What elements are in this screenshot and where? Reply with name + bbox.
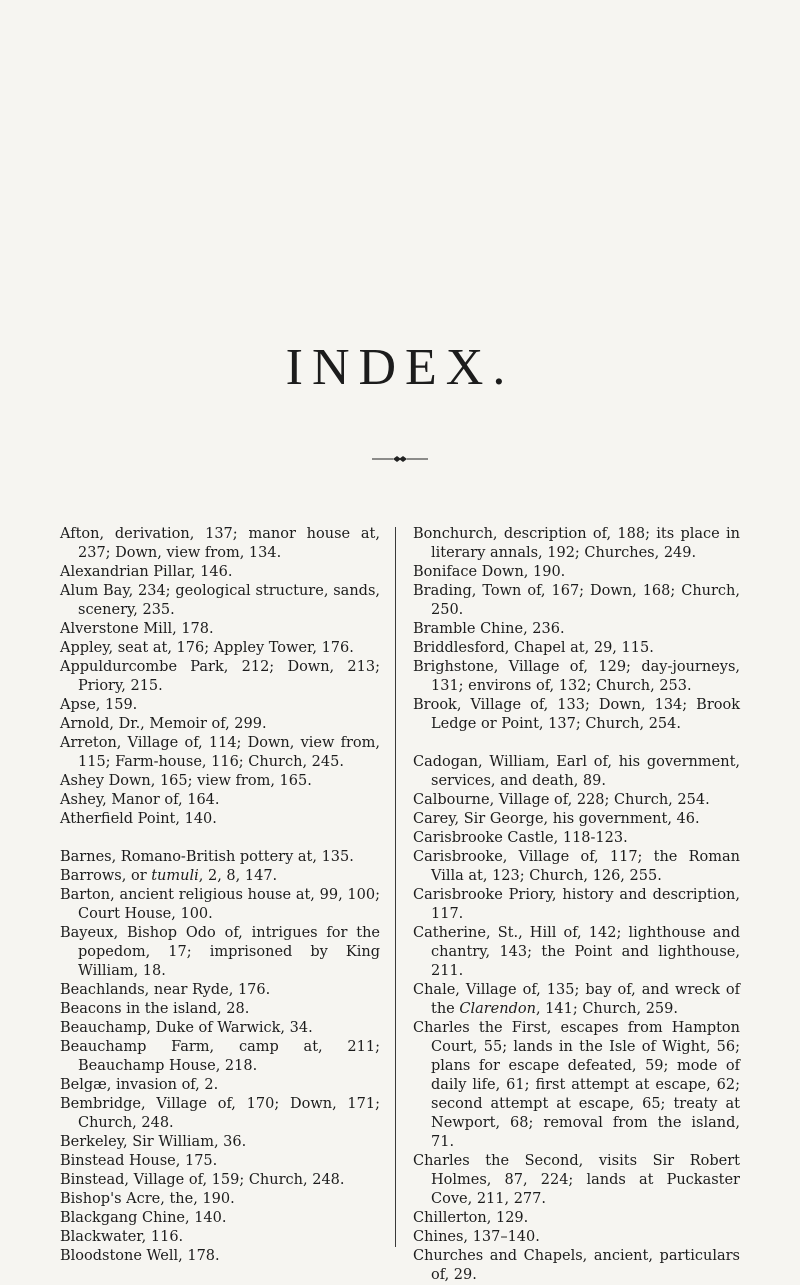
index-entry: Barnes, Romano-British pottery at, 135. xyxy=(60,849,354,865)
entry-text: Barrows, or xyxy=(60,868,152,884)
index-entry: Arnold, Dr., Memoir of, 299. xyxy=(60,716,267,732)
index-entry: Bloodstone Well, 178. xyxy=(60,1248,220,1264)
index-entry: Churches and Chapels, ancient, particulars of, 29. xyxy=(413,1248,740,1283)
index-entry: Brook, Village of, 133; Down, 134; Brook Ledge or Point, 137; Church, 254. xyxy=(413,697,740,732)
index-entry: Blackwater, 116. xyxy=(60,1229,184,1245)
index-entry: Ashey, Manor of, 164. xyxy=(60,792,220,808)
index-entry xyxy=(413,981,740,1019)
index-entry: Bonchurch, description of, 188; its place in literary annals, 192; Churches, 249. xyxy=(413,526,740,561)
index-entry: Beachlands, near Ryde, 176. xyxy=(60,982,271,998)
index-entry: Carisbrooke Castle, 118-123. xyxy=(413,830,628,846)
index-entry: Carisbrooke Priory, history and description, 117. xyxy=(413,887,740,922)
entry-text: Chale, Village of, 135; bay of, and wreck of the xyxy=(413,982,740,1017)
index-entry: Chines, 137–140. xyxy=(413,1229,540,1245)
index-column-right xyxy=(413,525,740,1285)
index-entry: Afton, derivation, 137; manor house at, 237; Down, view from, 134. xyxy=(60,526,380,561)
index-entry: Briddlesford, Chapel at, 29, 115. xyxy=(413,640,654,656)
entry-text: , 2, 8, 147. xyxy=(198,868,278,884)
index-entry: Charles the Second, visits Sir Robert Holmes, 87, 224; lands at Puckaster Cove, 211, 277. xyxy=(413,1153,740,1207)
index-entry: Beauchamp Farm, camp at, 211; Beauchamp House, 218. xyxy=(60,1039,380,1074)
index-entry: Beacons in the island, 28. xyxy=(60,1001,250,1017)
entry-text: , 141; Church, 259. xyxy=(535,1001,678,1017)
index-entry: Blackgang Chine, 140. xyxy=(60,1210,227,1226)
index-entry: Cadogan, William, Earl of, his government, services, and death, 89. xyxy=(413,754,740,789)
index-entry: Bishop's Acre, the, 190. xyxy=(60,1191,235,1207)
index-entry: Binstead, Village of, 159; Church, 248. xyxy=(60,1172,345,1188)
index-entry: Calbourne, Village of, 228; Church, 254. xyxy=(413,792,710,808)
index-entry: Beauchamp, Duke of Warwick, 34. xyxy=(60,1020,313,1036)
index-entry xyxy=(60,867,380,886)
index-entry: Berkeley, Sir William, 36. xyxy=(60,1134,247,1150)
entry-italic-text: Clarendon xyxy=(459,1001,536,1017)
index-entry: Boniface Down, 190. xyxy=(413,564,566,580)
index-entry: Carey, Sir George, his government, 46. xyxy=(413,811,700,827)
index-entry: Catherine, St., Hill of, 142; lighthouse and chantry, 143; the Point and lighthouse, 211. xyxy=(413,925,740,979)
index-entry: Alexandrian Pillar, 146. xyxy=(60,564,233,580)
index-entry: Appley, seat at, 176; Appley Tower, 176. xyxy=(60,640,354,656)
index-entry: Bembridge, Village of, 170; Down, 171; Church, 248. xyxy=(60,1096,380,1131)
index-entry: Chillerton, 129. xyxy=(413,1210,529,1226)
index-entry: Brighstone, Village of, 129; day-journeys, 131; environs of, 132; Church, 253. xyxy=(413,659,740,694)
index-entry: Charles the First, escapes from Hampton Court, 55; lands in the Isle of Wight, 56; plans for escape defeated, 59; mode of daily life, 61; first attempt at escape, 62; second attempt at escape, 65; treaty at Newport, 68; removal from the island, 71. xyxy=(413,1020,740,1150)
index-entry: Barton, ancient religious house at, 99, 100; Court House, 100. xyxy=(60,887,380,922)
index-entry: Carisbrooke, Village of, 117; the Roman Villa at, 123; Church, 126, 255. xyxy=(413,849,740,884)
entry-italic-text: tumuli xyxy=(151,868,199,884)
ornament-rule xyxy=(372,454,428,464)
index-entry: Appuldurcombe Park, 212; Down, 213; Priory, 215. xyxy=(60,659,380,694)
index-entry: Atherfield Point, 140. xyxy=(60,811,217,827)
index-entry: Bayeux, Bishop Odo of, intrigues for the popedom, 17; imprisoned by King William, 18. xyxy=(60,925,380,979)
index-column-left xyxy=(60,525,380,1266)
index-entry: Binstead House, 175. xyxy=(60,1153,218,1169)
index-entry: Ashey Down, 165; view from, 165. xyxy=(60,773,312,789)
index-entry: Belgæ, invasion of, 2. xyxy=(60,1077,219,1093)
index-entry: Apse, 159. xyxy=(60,697,138,713)
index-entry: Brading, Town of, 167; Down, 168; Church, 250. xyxy=(413,583,740,618)
column-divider xyxy=(395,527,396,1247)
index-entry: Arreton, Village of, 114; Down, view from, 115; Farm-house, 116; Church, 245. xyxy=(60,735,380,770)
index-entry: Alum Bay, 234; geological structure, sands, scenery, 235. xyxy=(60,583,380,618)
index-entry: Alverstone Mill, 178. xyxy=(60,621,214,637)
page-title: INDEX. xyxy=(285,339,515,396)
index-entry: Bramble Chine, 236. xyxy=(413,621,565,637)
